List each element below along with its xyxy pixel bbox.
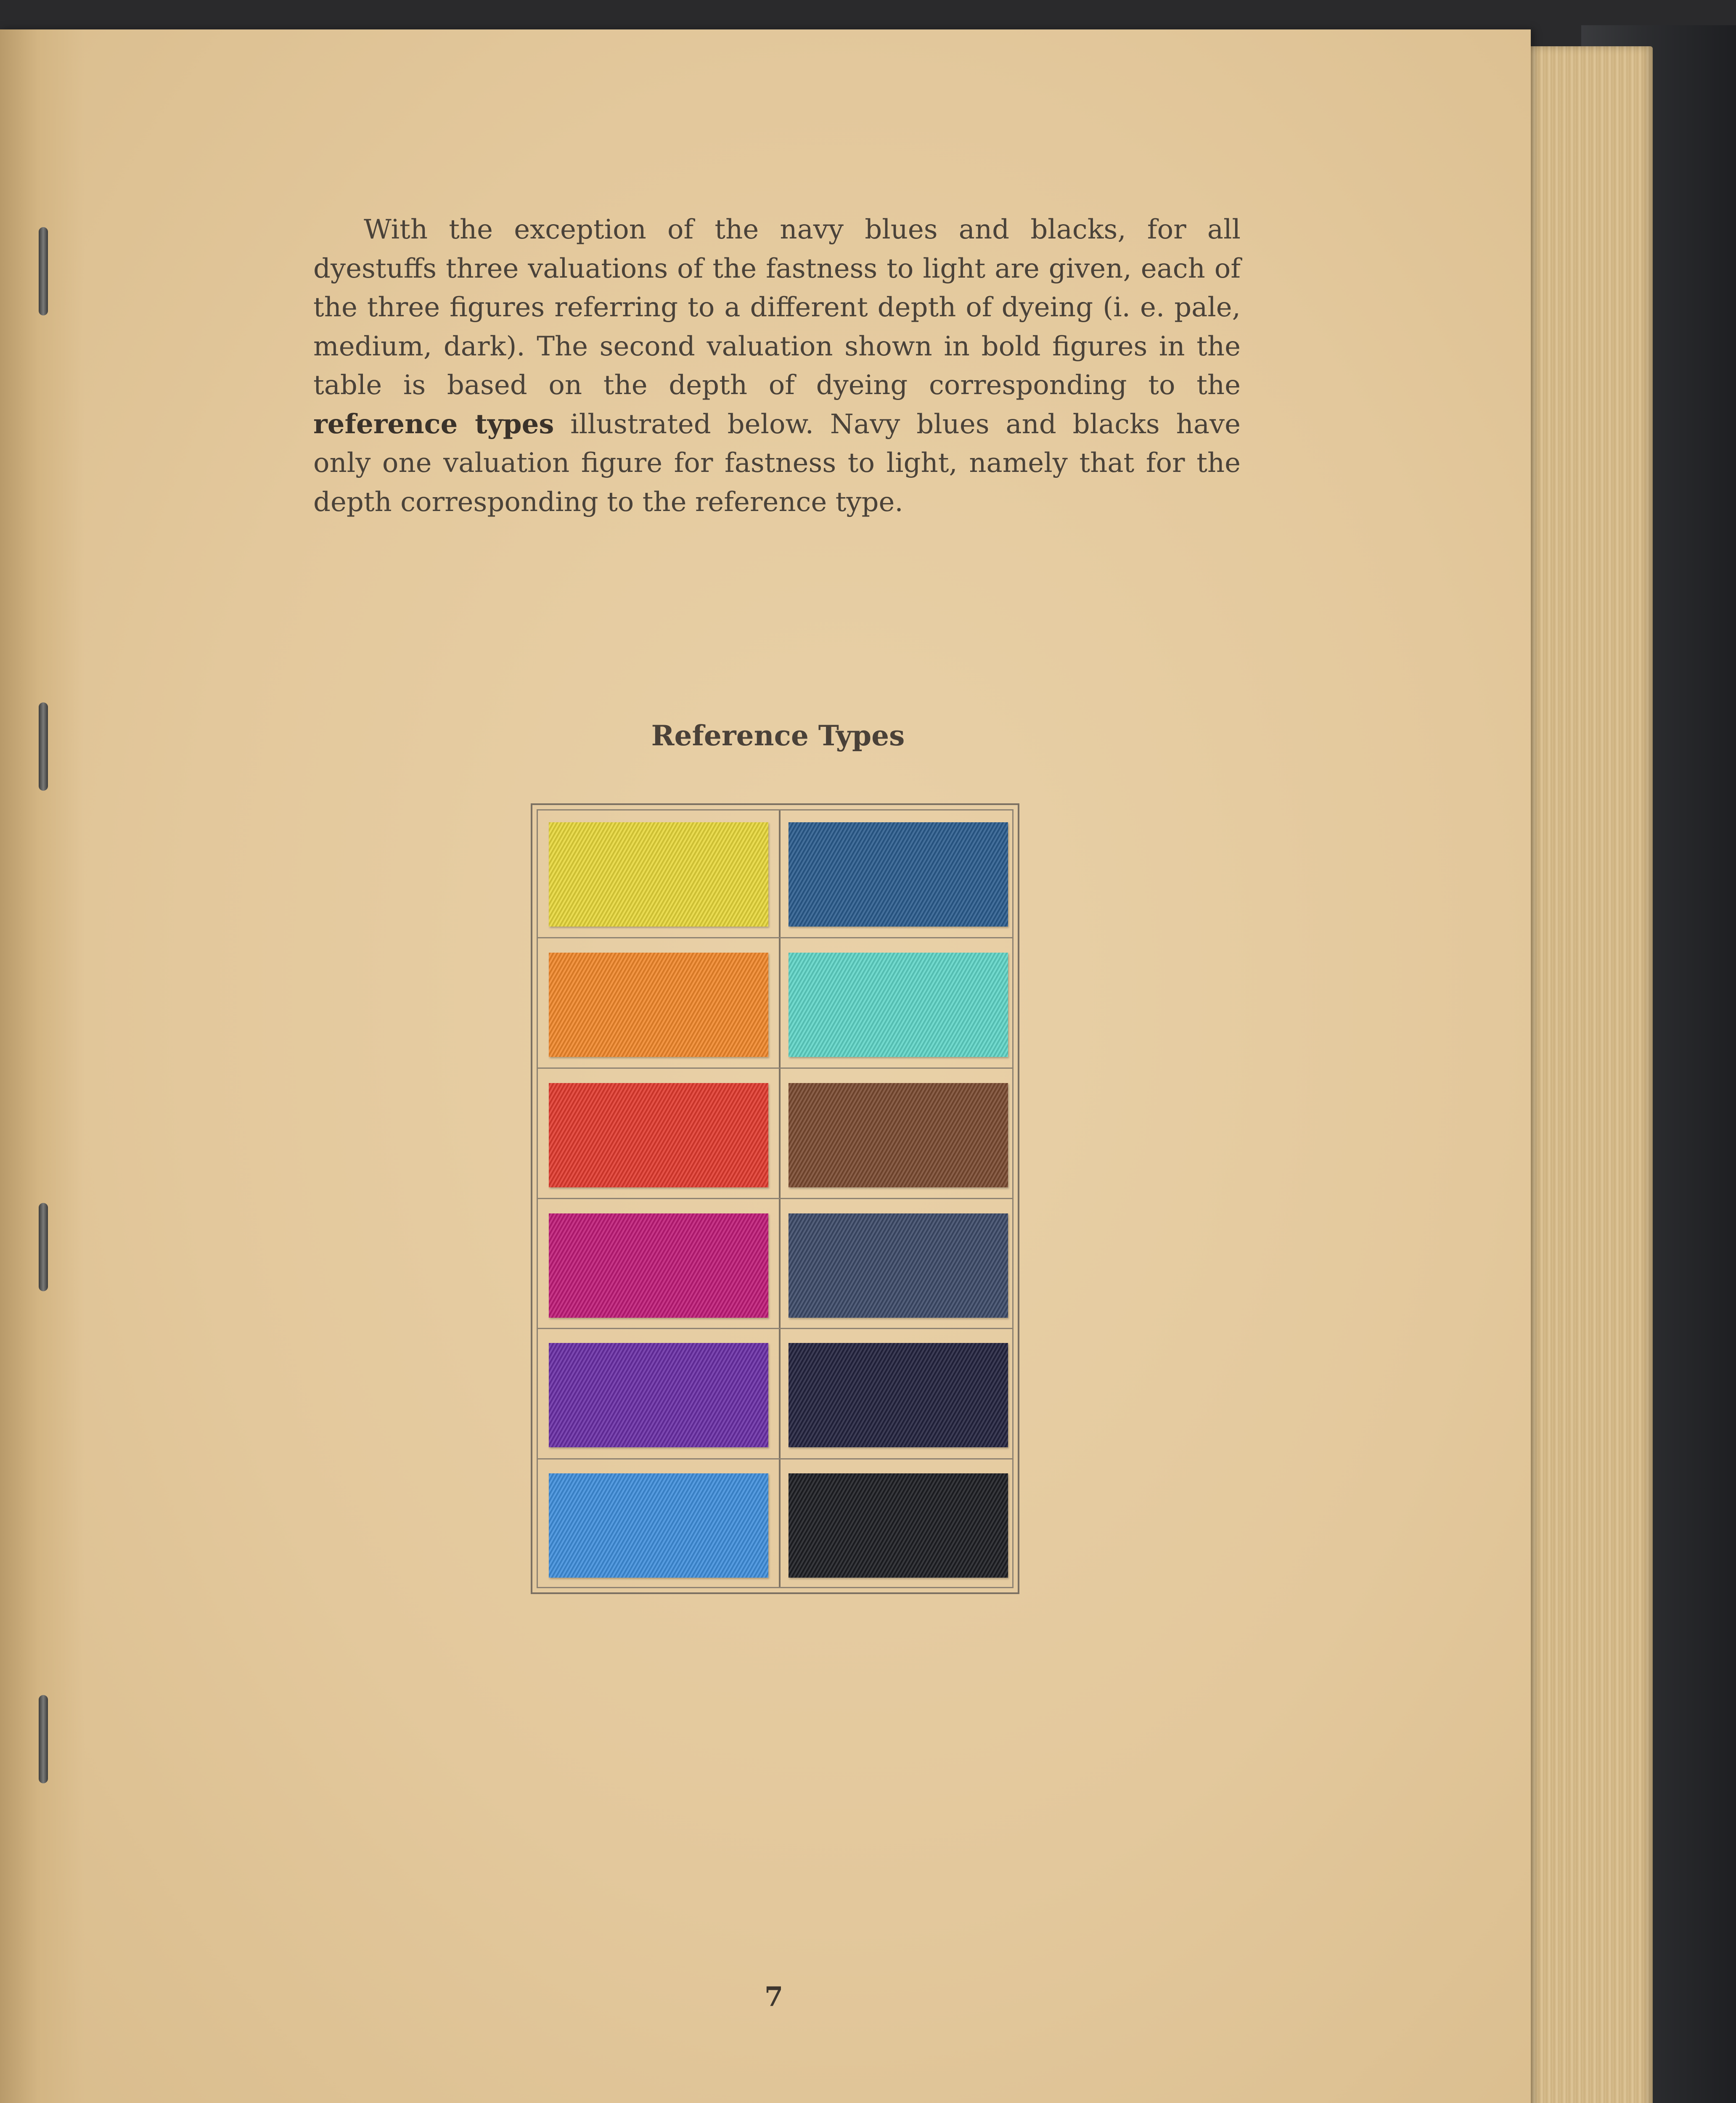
- swatch-magenta: [549, 1213, 768, 1318]
- swatch-yellow: [549, 822, 768, 927]
- swatch-violet: [549, 1343, 768, 1447]
- body-paragraph: [313, 210, 1241, 522]
- swatch-brown: [789, 1083, 1008, 1187]
- swatch-turquoise: [789, 953, 1008, 1057]
- binding-staple-4: [39, 1695, 48, 1783]
- binding-staple-1: [39, 227, 48, 315]
- body-text-bold: reference types: [313, 408, 554, 440]
- swatch-row-divider-5: [538, 1458, 1012, 1459]
- binding-staple-3: [39, 1203, 48, 1291]
- body-text-part-2: illustrated below. Navy blues and blacks have only one valuation figure for fastness to light, namely that for the depth corresponding to the reference type.: [313, 408, 1241, 518]
- binding-staple-2: [39, 702, 48, 791]
- swatch-row-divider-2: [538, 1067, 1012, 1069]
- page-gutter: [0, 29, 84, 2103]
- section-title: Reference Types: [651, 719, 905, 752]
- swatch-blue: [789, 822, 1008, 927]
- swatch-card: [531, 803, 1019, 1594]
- swatch-card-inner-border: [537, 809, 1014, 1588]
- page-stack-edges: [1514, 46, 1653, 2103]
- swatch-navy-blue: [789, 1343, 1008, 1447]
- swatch-row-divider-3: [538, 1198, 1012, 1199]
- page-number: 7: [764, 1981, 783, 2013]
- swatch-red: [549, 1083, 768, 1187]
- swatch-row-divider-4: [538, 1328, 1012, 1329]
- swatch-light-blue: [549, 1473, 768, 1578]
- body-text-part-1: With the exception of the navy blues and blacks, for all dyestuffs three valuations of the fastness to light are given, each of the three figures referring to a different depth of dyeing (i. e. pale, medium, dark). The second valuation shown in bold figures in the table is based on the depth of dyeing corresponding to the: [313, 214, 1241, 401]
- swatch-grey-blue: [789, 1213, 1008, 1318]
- swatch-row-divider-1: [538, 937, 1012, 938]
- swatch-orange: [549, 953, 768, 1057]
- swatch-black: [789, 1473, 1008, 1578]
